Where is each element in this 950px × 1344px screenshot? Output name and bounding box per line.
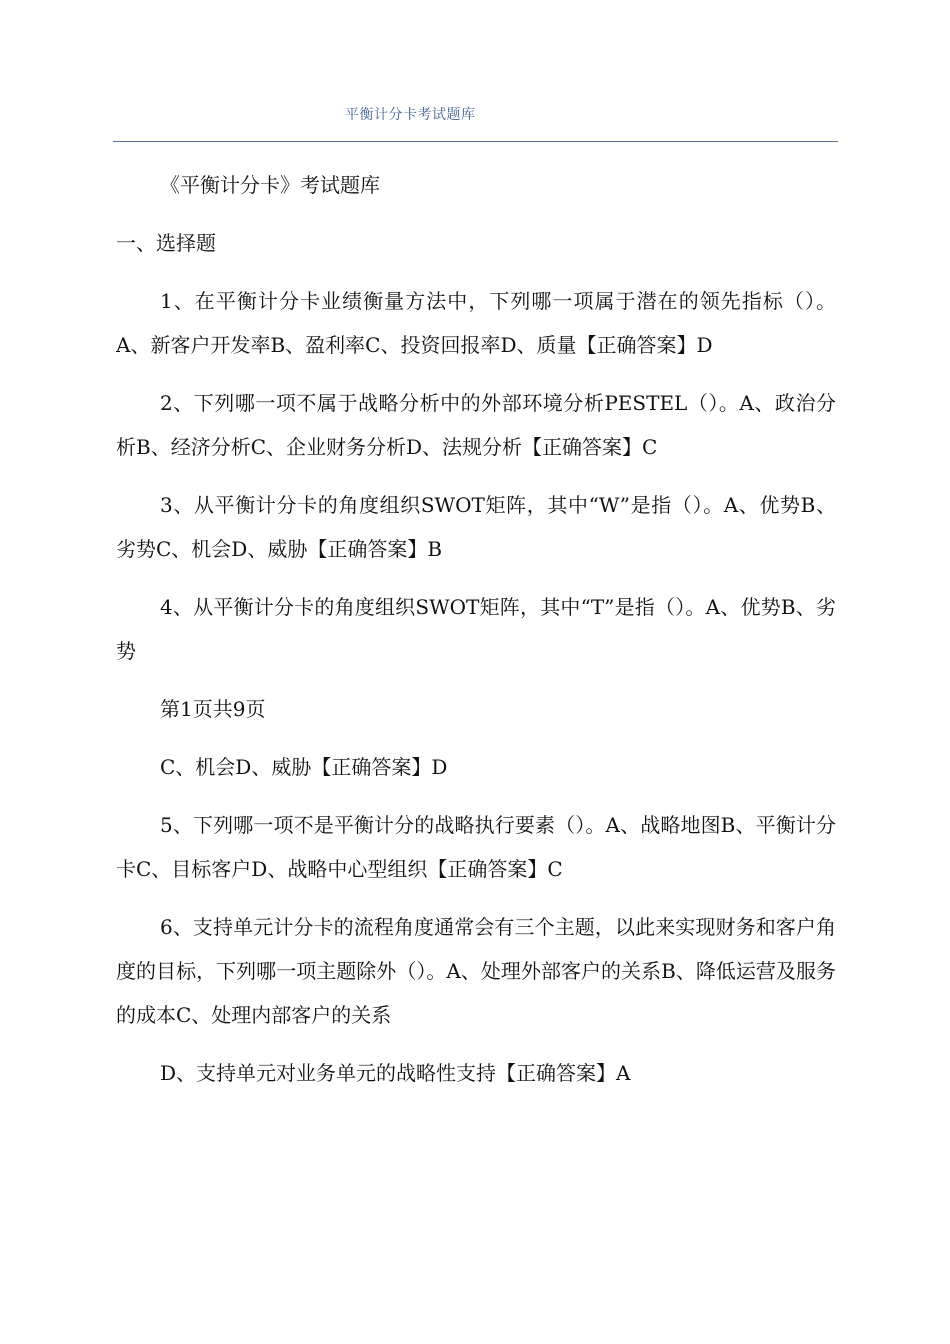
running-header: 平衡计分卡考试题库 — [345, 107, 476, 123]
question-3: 3、从平衡计分卡的角度组织SWOT矩阵，其中“W”是指（）。A、优势B、劣势C、机会D、威胁【正确答案】B — [116, 493, 836, 561]
document-title: 《平衡计分卡》考试题库 — [160, 173, 380, 197]
question-2: 2、下列哪一项不属于战略分析中的外部环境分析PESTEL（）。A、政治分析B、经济分析C、企业财务分析D、法规分析【正确答案】C — [116, 391, 836, 459]
header-divider — [113, 141, 838, 142]
question-1: 1、在平衡计分卡业绩衡量方法中，下列哪一项属于潜在的领先指标（）。A、新客户开发率B、盈利率C、投资回报率D、质量【正确答案】D — [116, 289, 836, 357]
document-body — [116, 163, 836, 1109]
question-6-continued: D、支持单元对业务单元的战略性支持【正确答案】A — [160, 1061, 631, 1085]
question-5: 5、下列哪一项不是平衡计分的战略执行要素（）。A、战略地图B、平衡计分卡C、目标客户D、战略中心型组织【正确答案】C — [116, 813, 836, 881]
question-4-continued: C、机会D、威胁【正确答案】D — [160, 755, 448, 779]
section-heading: 一、选择题 — [116, 231, 216, 255]
question-4: 4、从平衡计分卡的角度组织SWOT矩阵，其中“T”是指（）。A、优势B、劣势 — [116, 595, 836, 663]
page-number: 第1页共9页 — [160, 697, 266, 721]
question-6: 6、支持单元计分卡的流程角度通常会有三个主题，以此来实现财务和客户角度的目标，下列哪一项主题除外（）。A、处理外部客户的关系B、降低运营及服务的成本C、处理内部客户的关系 — [116, 915, 836, 1027]
